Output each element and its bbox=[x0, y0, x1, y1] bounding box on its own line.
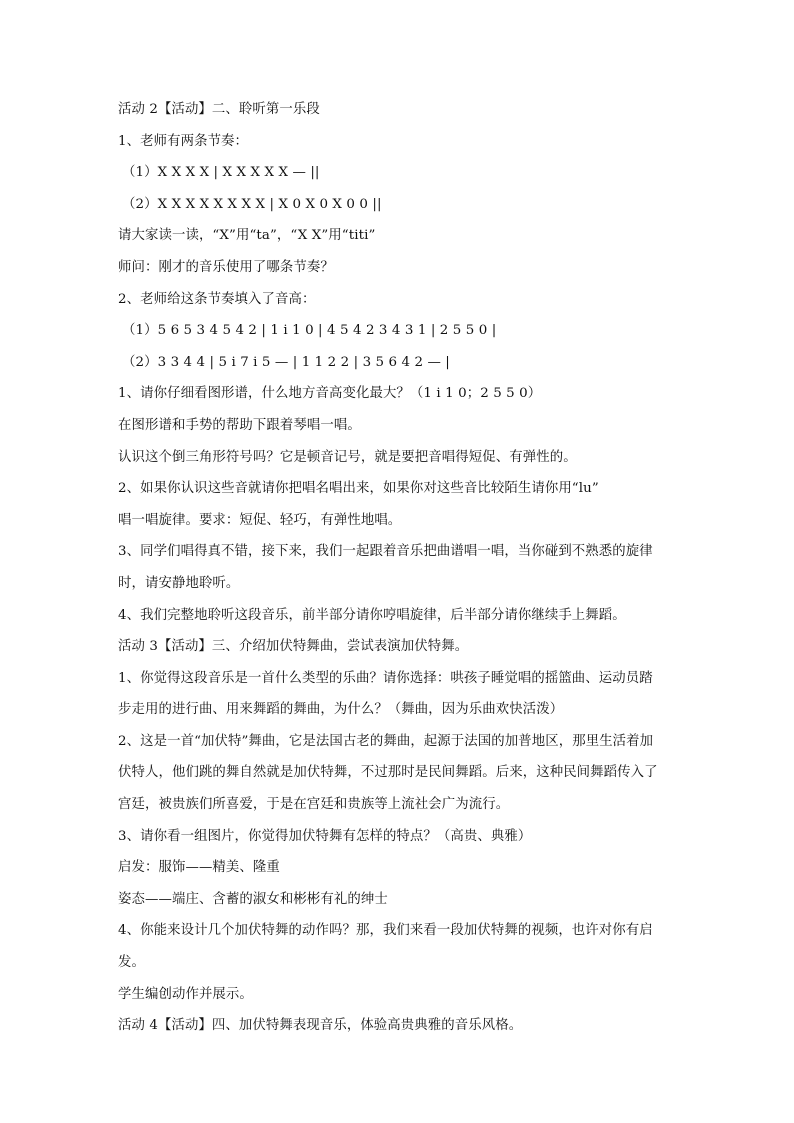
paragraph: 3、请你看一组图片，你觉得加伏特舞有怎样的特点？（高贵、典雅） bbox=[118, 828, 532, 844]
paragraph: 启发：服饰——精美、隆重 bbox=[118, 860, 280, 876]
activity-2-heading: 活动 2【活动】二、聆听第一乐段 bbox=[118, 102, 320, 117]
paragraph: 认识这个倒三角形符号吗？它是顿音记号，就是要把音唱得短促、有弹性的。 bbox=[118, 449, 577, 465]
paragraph: 3、同学们唱得真不错，接下来，我们一起跟着音乐把曲谱唱一唱，当你碰到不熟悉的旋律 bbox=[118, 544, 653, 560]
paragraph: 1、请你仔细看图形谱，什么地方音高变化最大？（1 i 1 0；2 5 5 0） bbox=[118, 386, 542, 402]
rhythm-line-2: （2）X X X X X X X X | X 0 X 0 X 0 0 || bbox=[122, 196, 382, 212]
paragraph: 2、这是一首“加伏特”舞曲，它是法国古老的舞曲，起源于法国的加普地区，那里生活着加 bbox=[118, 733, 654, 749]
paragraph: 1、你觉得这段音乐是一首什么类型的乐曲？请你选择：哄孩子睡觉唱的摇篮曲、运动员踏 bbox=[118, 670, 653, 686]
paragraph: 2、老师给这条节奏填入了音高： bbox=[118, 291, 316, 307]
paragraph: 2、如果你认识这些音就请你把唱名唱出来，如果你对这些音比较陌生请你用“lu” bbox=[118, 481, 599, 497]
activity-3-heading: 活动 3【活动】三、介绍加伏特舞曲，尝试表演加伏特舞。 bbox=[118, 639, 469, 655]
paragraph: 唱一唱旋律。要求：短促、轻巧，有弹性地唱。 bbox=[118, 512, 402, 528]
paragraph: 4、你能来设计几个加伏特舞的动作吗？那，我们来看一段加伏特舞的视频，也许对你有启 bbox=[118, 923, 653, 939]
pitch-line-1: （1）5 6 5 3 4 5 4 2 | 1 i 1 0 | 4 5 4 2 3 4 3 1 | 2 5 5 0 | bbox=[122, 323, 497, 339]
activity-4-heading: 活动 4【活动】四、加伏特舞表现音乐，体验高贵典雅的音乐风格。 bbox=[118, 1018, 523, 1034]
paragraph: 请大家读一读，“X”用“ta”，“X X”用“titi” bbox=[118, 228, 376, 244]
paragraph: 发。 bbox=[118, 955, 145, 971]
paragraph: 时，请安静地聆听。 bbox=[118, 575, 240, 591]
paragraph: 师问：刚才的音乐使用了哪条节奏？ bbox=[118, 259, 334, 275]
paragraph: 学生编创动作并展示。 bbox=[118, 986, 253, 1002]
paragraph: 伏特人，他们跳的舞自然就是加伏特舞，不过那时是民间舞蹈。后来，这种民间舞蹈传入了 bbox=[118, 765, 658, 781]
paragraph: 宫廷，被贵族们所喜爱，于是在宫廷和贵族等上流社会广为流行。 bbox=[118, 797, 510, 813]
paragraph: 姿态——端庄、含蓄的淑女和彬彬有礼的绅士 bbox=[118, 891, 388, 907]
pitch-line-2: （2）3 3 4 4 | 5 i 7 i 5 — | 1 1 2 2 | 3 5 6 4 2 — | bbox=[122, 354, 450, 370]
rhythm-line-1: （1）X X X X | X X X X X — || bbox=[122, 165, 320, 181]
paragraph: 4、我们完整地聆听这段音乐，前半部分请你哼唱旋律，后半部分请你继续手上舞蹈。 bbox=[118, 607, 626, 623]
paragraph: 在图形谱和手势的帮助下跟着琴唱一唱。 bbox=[118, 417, 361, 433]
paragraph: 步走用的进行曲、用来舞蹈的舞曲，为什么？（舞曲，因为乐曲欢快活泼） bbox=[118, 702, 564, 718]
paragraph: 1、老师有两条节奏： bbox=[118, 133, 249, 149]
document-body bbox=[118, 99, 690, 1047]
